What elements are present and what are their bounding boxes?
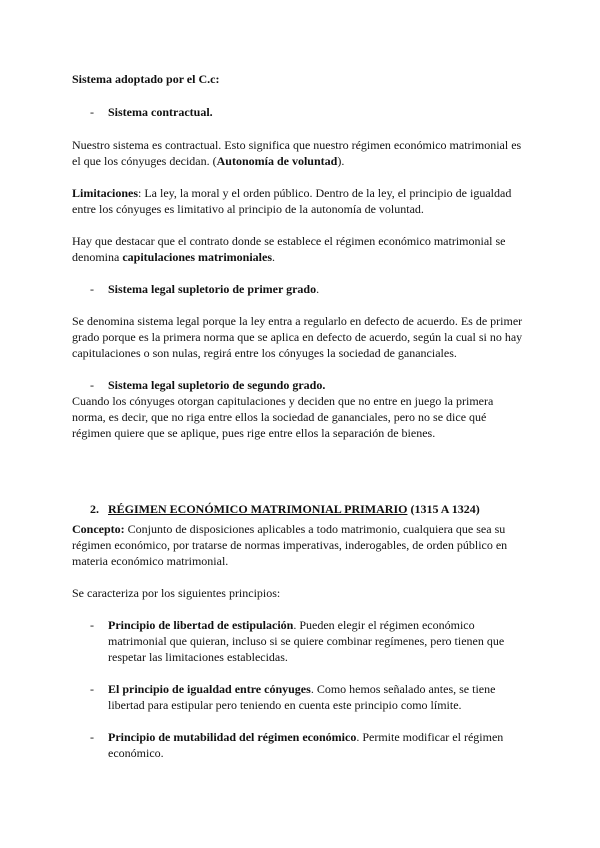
paragraph-capitulaciones: Hay que destacar que el contrato donde se establece el régimen económico matrimonial se denomina capitulaciones matrimoniales. xyxy=(72,234,506,264)
list-item-legal-primer-grado: Sistema legal supletorio de primer grado. xyxy=(108,282,320,296)
paragraph-primer-grado: Se denomina sistema legal porque la ley entra a regularlo en defecto de acuerdo. Es de primer grado porque es la primera norma que se aplica en defecto de acuerdo, según la cual si no hay capitulaciones o son nulas, regirá entre los cónyuges la sociedad de gananciales. xyxy=(72,314,523,360)
bullet-dash: - xyxy=(90,682,94,696)
principle-item: Principio de mutabilidad del régimen económico. Permite modificar el régimen económico. xyxy=(108,730,504,760)
section-2-heading: 2. RÉGIMEN ECONÓMICO MATRIMONIAL PRIMARIO (1315 A 1324) xyxy=(90,502,480,516)
list-item-legal-segundo-grado: Sistema legal supletorio de segundo grado. xyxy=(108,378,326,392)
paragraph-caracteriza: Se caracteriza por los siguientes principios: xyxy=(72,586,281,600)
bullet-dash: - xyxy=(90,378,94,392)
principle-item: Principio de libertad de estipulación. Pueden elegir el régimen económico matrimonial que quieran, incluso si se quiere combinar regímenes, pero tienen que respetar las limitaciones establecidas. xyxy=(108,618,505,664)
bullet-dash: - xyxy=(90,282,94,296)
principle-item: El principio de igualdad entre cónyuges. Como hemos señalado antes, se tiene libertad para estipular pero teniendo en cuenta este principio como límite. xyxy=(108,682,496,712)
paragraph-contractual: Nuestro sistema es contractual. Esto significa que nuestro régimen económico matrimonial es el que los cónyuges decidan. (Autonomía de voluntad). xyxy=(72,138,522,168)
paragraph-limitaciones: Limitaciones: La ley, la moral y el orden público. Dentro de la ley, el principio de igualdad entre los cónyuges es limitativo al principio de la autonomía de voluntad. xyxy=(72,186,512,216)
list-item-contractual: Sistema contractual. xyxy=(108,105,213,119)
paragraph-concepto: Concepto: Conjunto de disposiciones aplicables a todo matrimonio, cualquiera que sea su régimen económico, por tratarse de normas imperativas, inderogables, de orden público en materia económico matrimonial. xyxy=(72,522,508,568)
bullet-dash: - xyxy=(90,105,94,119)
section-heading: Sistema adoptado por el C.c: xyxy=(72,72,220,86)
paragraph-segundo-grado: Cuando los cónyuges otorgan capitulaciones y deciden que no entre en juego la primera norma, es decir, que no riga entre ellos la sociedad de gananciales, pero no se dice qué régimen quiere que se aplique, pues rige entre ellos la separación de bienes. xyxy=(72,394,494,440)
bullet-dash: - xyxy=(90,618,94,632)
bullet-dash: - xyxy=(90,730,94,744)
